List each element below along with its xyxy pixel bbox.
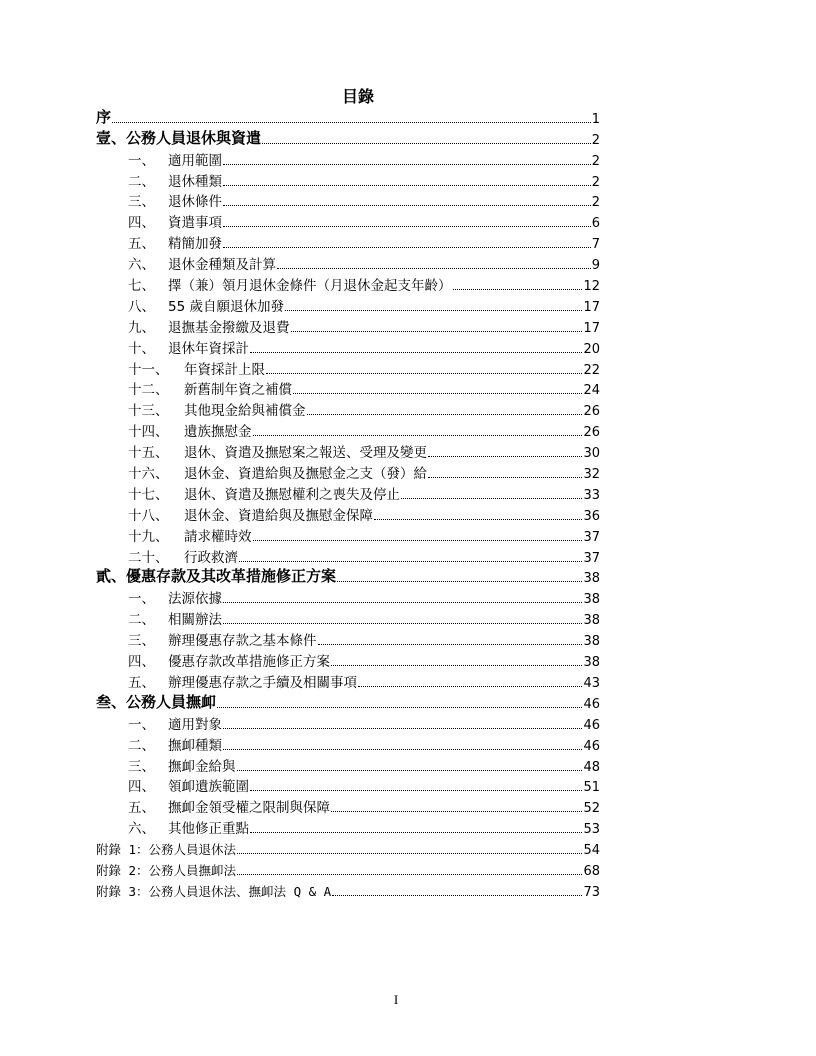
toc-entry-page: 2 — [591, 174, 600, 190]
dot-leader — [266, 372, 582, 374]
toc-entry-number: 九、 — [128, 319, 155, 336]
toc-entry-title: 55 歲自願退休加發 — [168, 298, 284, 315]
dot-leader — [307, 413, 583, 415]
toc-entry-title: 貳、優惠存款及其改革措施修正方案 — [96, 567, 337, 586]
toc-entry-number: 十四、 — [128, 424, 169, 441]
toc-entry-number: 一、 — [128, 152, 155, 169]
toc-entry-page: 38 — [583, 571, 600, 587]
toc-entry-title: 退休條件 — [168, 194, 222, 211]
toc-entry-title: 法源依據 — [168, 591, 222, 608]
toc-entry-title: 其他修正重點 — [168, 821, 249, 838]
toc-entry-title: 附錄 3：公務人員退休法、撫卹法 Q & A — [96, 883, 332, 899]
toc-entry-page: 36 — [583, 508, 600, 524]
dot-leader — [293, 392, 582, 394]
toc-entry[interactable] — [96, 566, 600, 587]
toc-entry-page: 26 — [583, 404, 600, 420]
dot-leader — [250, 831, 582, 833]
toc-entry[interactable] — [96, 252, 600, 273]
toc-entry[interactable] — [96, 524, 600, 545]
toc-entry[interactable] — [96, 858, 600, 879]
toc-entry-title: 撫卹金領受權之限制與保障 — [168, 800, 330, 817]
toc-entry[interactable] — [96, 482, 600, 503]
dot-leader — [217, 706, 582, 708]
toc-entry-title: 撫卹金給與 — [168, 758, 236, 775]
toc-entry-number: 四、 — [128, 779, 155, 796]
toc-entry[interactable] — [96, 336, 600, 357]
dot-leader — [223, 601, 582, 603]
toc-entry-number: 三、 — [128, 758, 155, 775]
dot-leader — [318, 643, 583, 645]
toc-entry[interactable] — [96, 398, 600, 419]
toc-entry-page: 38 — [583, 613, 600, 629]
toc-entry[interactable] — [96, 670, 600, 691]
toc-entry[interactable] — [96, 691, 600, 712]
toc-entry-title: 退休年資採計 — [168, 340, 249, 357]
toc-entry-number: 二、 — [128, 173, 155, 190]
toc-entry-page: 9 — [591, 258, 600, 274]
toc-entry-number: 十七、 — [128, 486, 169, 503]
toc-entry-number: 四、 — [128, 654, 155, 671]
toc-entry[interactable] — [96, 545, 600, 566]
toc-entry-title: 優惠存款改革措施修正方案 — [168, 654, 330, 671]
toc-entry[interactable] — [96, 231, 600, 252]
dot-leader — [223, 204, 591, 206]
table-of-contents — [96, 106, 600, 900]
toc-entry-number: 十二、 — [128, 382, 169, 399]
toc-entry-page: 12 — [583, 279, 600, 295]
toc-entry-number: 四、 — [128, 215, 155, 232]
toc-entry-number: 三、 — [128, 633, 155, 650]
toc-entry-number: 一、 — [128, 716, 155, 733]
toc-entry-title: 退休金種類及計算 — [168, 257, 276, 274]
toc-entry-page: 17 — [583, 320, 600, 336]
toc-entry[interactable] — [96, 503, 600, 524]
dot-leader — [239, 560, 582, 562]
toc-entry-number: 五、 — [128, 236, 155, 253]
dot-leader — [332, 894, 582, 896]
toc-entry[interactable] — [96, 712, 600, 733]
toc-entry[interactable] — [96, 190, 600, 211]
toc-entry-title: 精簡加發 — [168, 236, 222, 253]
toc-entry-page: 73 — [583, 884, 600, 900]
toc-entry-title: 退休、資遣及撫慰案之報送、受理及變更 — [184, 445, 427, 462]
toc-entry-page: 54 — [583, 843, 600, 859]
toc-entry[interactable] — [96, 210, 600, 231]
dot-leader — [223, 622, 582, 624]
toc-entry-page: 43 — [583, 675, 600, 691]
toc-entry[interactable] — [96, 816, 600, 837]
toc-entry-number: 十八、 — [128, 507, 169, 524]
toc-entry-number: 三、 — [128, 194, 155, 211]
toc-entry-page: 30 — [583, 446, 600, 462]
toc-entry-title: 擇（兼）領月退休金條件（月退休金起支年齡） — [168, 278, 452, 295]
dot-leader — [223, 225, 591, 227]
toc-entry-page: 46 — [583, 717, 600, 733]
toc-entry-title: 領卹遺族範圍 — [168, 779, 249, 796]
toc-entry[interactable] — [96, 733, 600, 754]
toc-entry-number: 五、 — [128, 674, 155, 691]
page-number-footer: I — [393, 992, 399, 1007]
toc-entry-title: 年資採計上限 — [184, 361, 265, 378]
dot-leader — [253, 434, 583, 436]
toc-entry[interactable] — [96, 837, 600, 858]
toc-entry[interactable] — [96, 419, 600, 440]
toc-entry[interactable] — [96, 127, 600, 148]
dot-leader — [237, 852, 582, 854]
toc-entry-page: 46 — [583, 696, 600, 712]
toc-entry-title: 附錄 2：公務人員撫卹法 — [96, 862, 237, 878]
toc-entry-number: 七、 — [128, 278, 155, 295]
toc-entry-title: 適用範圍 — [168, 152, 222, 169]
toc-entry[interactable] — [96, 775, 600, 796]
toc-entry-page: 32 — [583, 467, 600, 483]
toc-entry-title: 新舊制年資之補償 — [184, 382, 292, 399]
toc-entry[interactable] — [96, 106, 600, 127]
toc-entry-title: 請求權時效 — [184, 528, 252, 545]
dot-leader — [250, 789, 582, 791]
toc-entry-page: 52 — [583, 801, 600, 817]
toc-entry[interactable] — [96, 795, 600, 816]
toc-entry-title: 退休金、資遣給與及撫慰金保障 — [184, 507, 373, 524]
dot-leader — [358, 685, 582, 687]
toc-entry[interactable] — [96, 357, 600, 378]
toc-entry[interactable] — [96, 607, 600, 628]
toc-entry[interactable] — [96, 461, 600, 482]
toc-entry[interactable] — [96, 169, 600, 190]
toc-entry[interactable] — [96, 879, 600, 900]
toc-entry-title: 行政救濟 — [184, 549, 238, 566]
dot-leader — [453, 288, 583, 290]
toc-entry-page: 2 — [591, 195, 600, 211]
toc-entry-title: 退休種類 — [168, 173, 222, 190]
dot-leader — [428, 455, 582, 457]
toc-entry[interactable] — [96, 315, 600, 336]
toc-entry-title: 退休、資遣及撫慰權利之喪失及停止 — [184, 486, 400, 503]
toc-entry-number: 八、 — [128, 298, 155, 315]
dot-leader — [428, 476, 582, 478]
toc-entry-page: 38 — [583, 592, 600, 608]
dot-leader — [331, 664, 582, 666]
toc-entry-number: 六、 — [128, 257, 155, 274]
toc-entry-page: 20 — [583, 341, 600, 357]
toc-entry-title: 壹、公務人員退休與資遣 — [96, 128, 262, 147]
toc-entry-number: 十五、 — [128, 445, 169, 462]
dot-leader — [374, 518, 582, 520]
toc-entry-title: 遺族撫慰金 — [184, 424, 252, 441]
toc-entry[interactable] — [96, 378, 600, 399]
toc-entry-title: 辦理優惠存款之手續及相關事項 — [168, 674, 357, 691]
toc-entry-page: 17 — [583, 299, 600, 315]
dot-leader — [223, 727, 582, 729]
dot-leader — [253, 539, 583, 541]
dot-leader — [223, 163, 591, 165]
toc-entry-page: 2 — [591, 132, 600, 148]
dot-leader — [223, 184, 591, 186]
toc-entry-page: 6 — [591, 216, 600, 232]
dot-leader — [291, 330, 583, 332]
dot-leader — [112, 121, 591, 123]
toc-entry-page: 26 — [583, 425, 600, 441]
toc-entry[interactable] — [96, 148, 600, 169]
toc-entry-page: 22 — [583, 362, 600, 378]
toc-entry[interactable] — [96, 649, 600, 670]
dot-leader — [262, 142, 591, 144]
toc-entry[interactable] — [96, 754, 600, 775]
toc-entry-title: 資遣事項 — [168, 215, 222, 232]
toc-entry-number: 五、 — [128, 800, 155, 817]
toc-entry[interactable] — [96, 294, 600, 315]
toc-entry-page: 46 — [583, 738, 600, 754]
toc-entry[interactable] — [96, 440, 600, 461]
toc-entry-page: 2 — [591, 153, 600, 169]
dot-leader — [401, 497, 582, 499]
toc-entry-number: 二十、 — [128, 549, 169, 566]
toc-entry-number: 二、 — [128, 612, 155, 629]
toc-entry[interactable] — [96, 628, 600, 649]
toc-entry-number: 十六、 — [128, 466, 169, 483]
dot-leader — [250, 351, 582, 353]
toc-entry-page: 1 — [591, 111, 600, 127]
toc-entry-number: 六、 — [128, 821, 155, 838]
toc-entry[interactable] — [96, 586, 600, 607]
toc-entry[interactable] — [96, 273, 600, 294]
toc-entry-title: 叁、公務人員撫卹 — [96, 692, 217, 711]
dot-leader — [285, 309, 582, 311]
toc-entry-page: 38 — [583, 634, 600, 650]
toc-entry-page: 53 — [583, 822, 600, 838]
dot-leader — [337, 580, 582, 582]
toc-entry-number: 二、 — [128, 737, 155, 754]
toc-entry-title: 適用對象 — [168, 716, 222, 733]
toc-entry-page: 7 — [591, 237, 600, 253]
dot-leader — [277, 267, 591, 269]
toc-entry-title: 序 — [96, 107, 112, 126]
toc-entry-page: 48 — [583, 759, 600, 775]
toc-entry-number: 十、 — [128, 340, 155, 357]
toc-title: 目錄 — [341, 87, 374, 106]
dot-leader — [331, 810, 582, 812]
dot-leader — [237, 873, 582, 875]
dot-leader — [223, 246, 591, 248]
toc-entry-number: 十九、 — [128, 528, 169, 545]
toc-entry-page: 51 — [583, 780, 600, 796]
toc-entry-page: 33 — [583, 487, 600, 503]
toc-entry-number: 一、 — [128, 591, 155, 608]
toc-entry-number: 十一、 — [128, 361, 169, 378]
toc-entry-title: 撫卹種類 — [168, 737, 222, 754]
dot-leader — [237, 769, 583, 771]
toc-entry-number: 十三、 — [128, 403, 169, 420]
toc-entry-page: 38 — [583, 655, 600, 671]
toc-entry-title: 辦理優惠存款之基本條件 — [168, 633, 317, 650]
toc-entry-page: 24 — [583, 383, 600, 399]
toc-entry-title: 相關辦法 — [168, 612, 222, 629]
toc-entry-title: 退撫基金撥繳及退費 — [168, 319, 290, 336]
toc-entry-page: 68 — [583, 863, 600, 879]
dot-leader — [223, 748, 582, 750]
toc-entry-title: 附錄 1：公務人員退休法 — [96, 842, 237, 858]
toc-entry-page: 37 — [583, 529, 600, 545]
toc-entry-title: 退休金、資遣給與及撫慰金之支（發）給 — [184, 466, 427, 483]
toc-entry-page: 37 — [583, 550, 600, 566]
toc-entry-title: 其他現金給與補償金 — [184, 403, 306, 420]
